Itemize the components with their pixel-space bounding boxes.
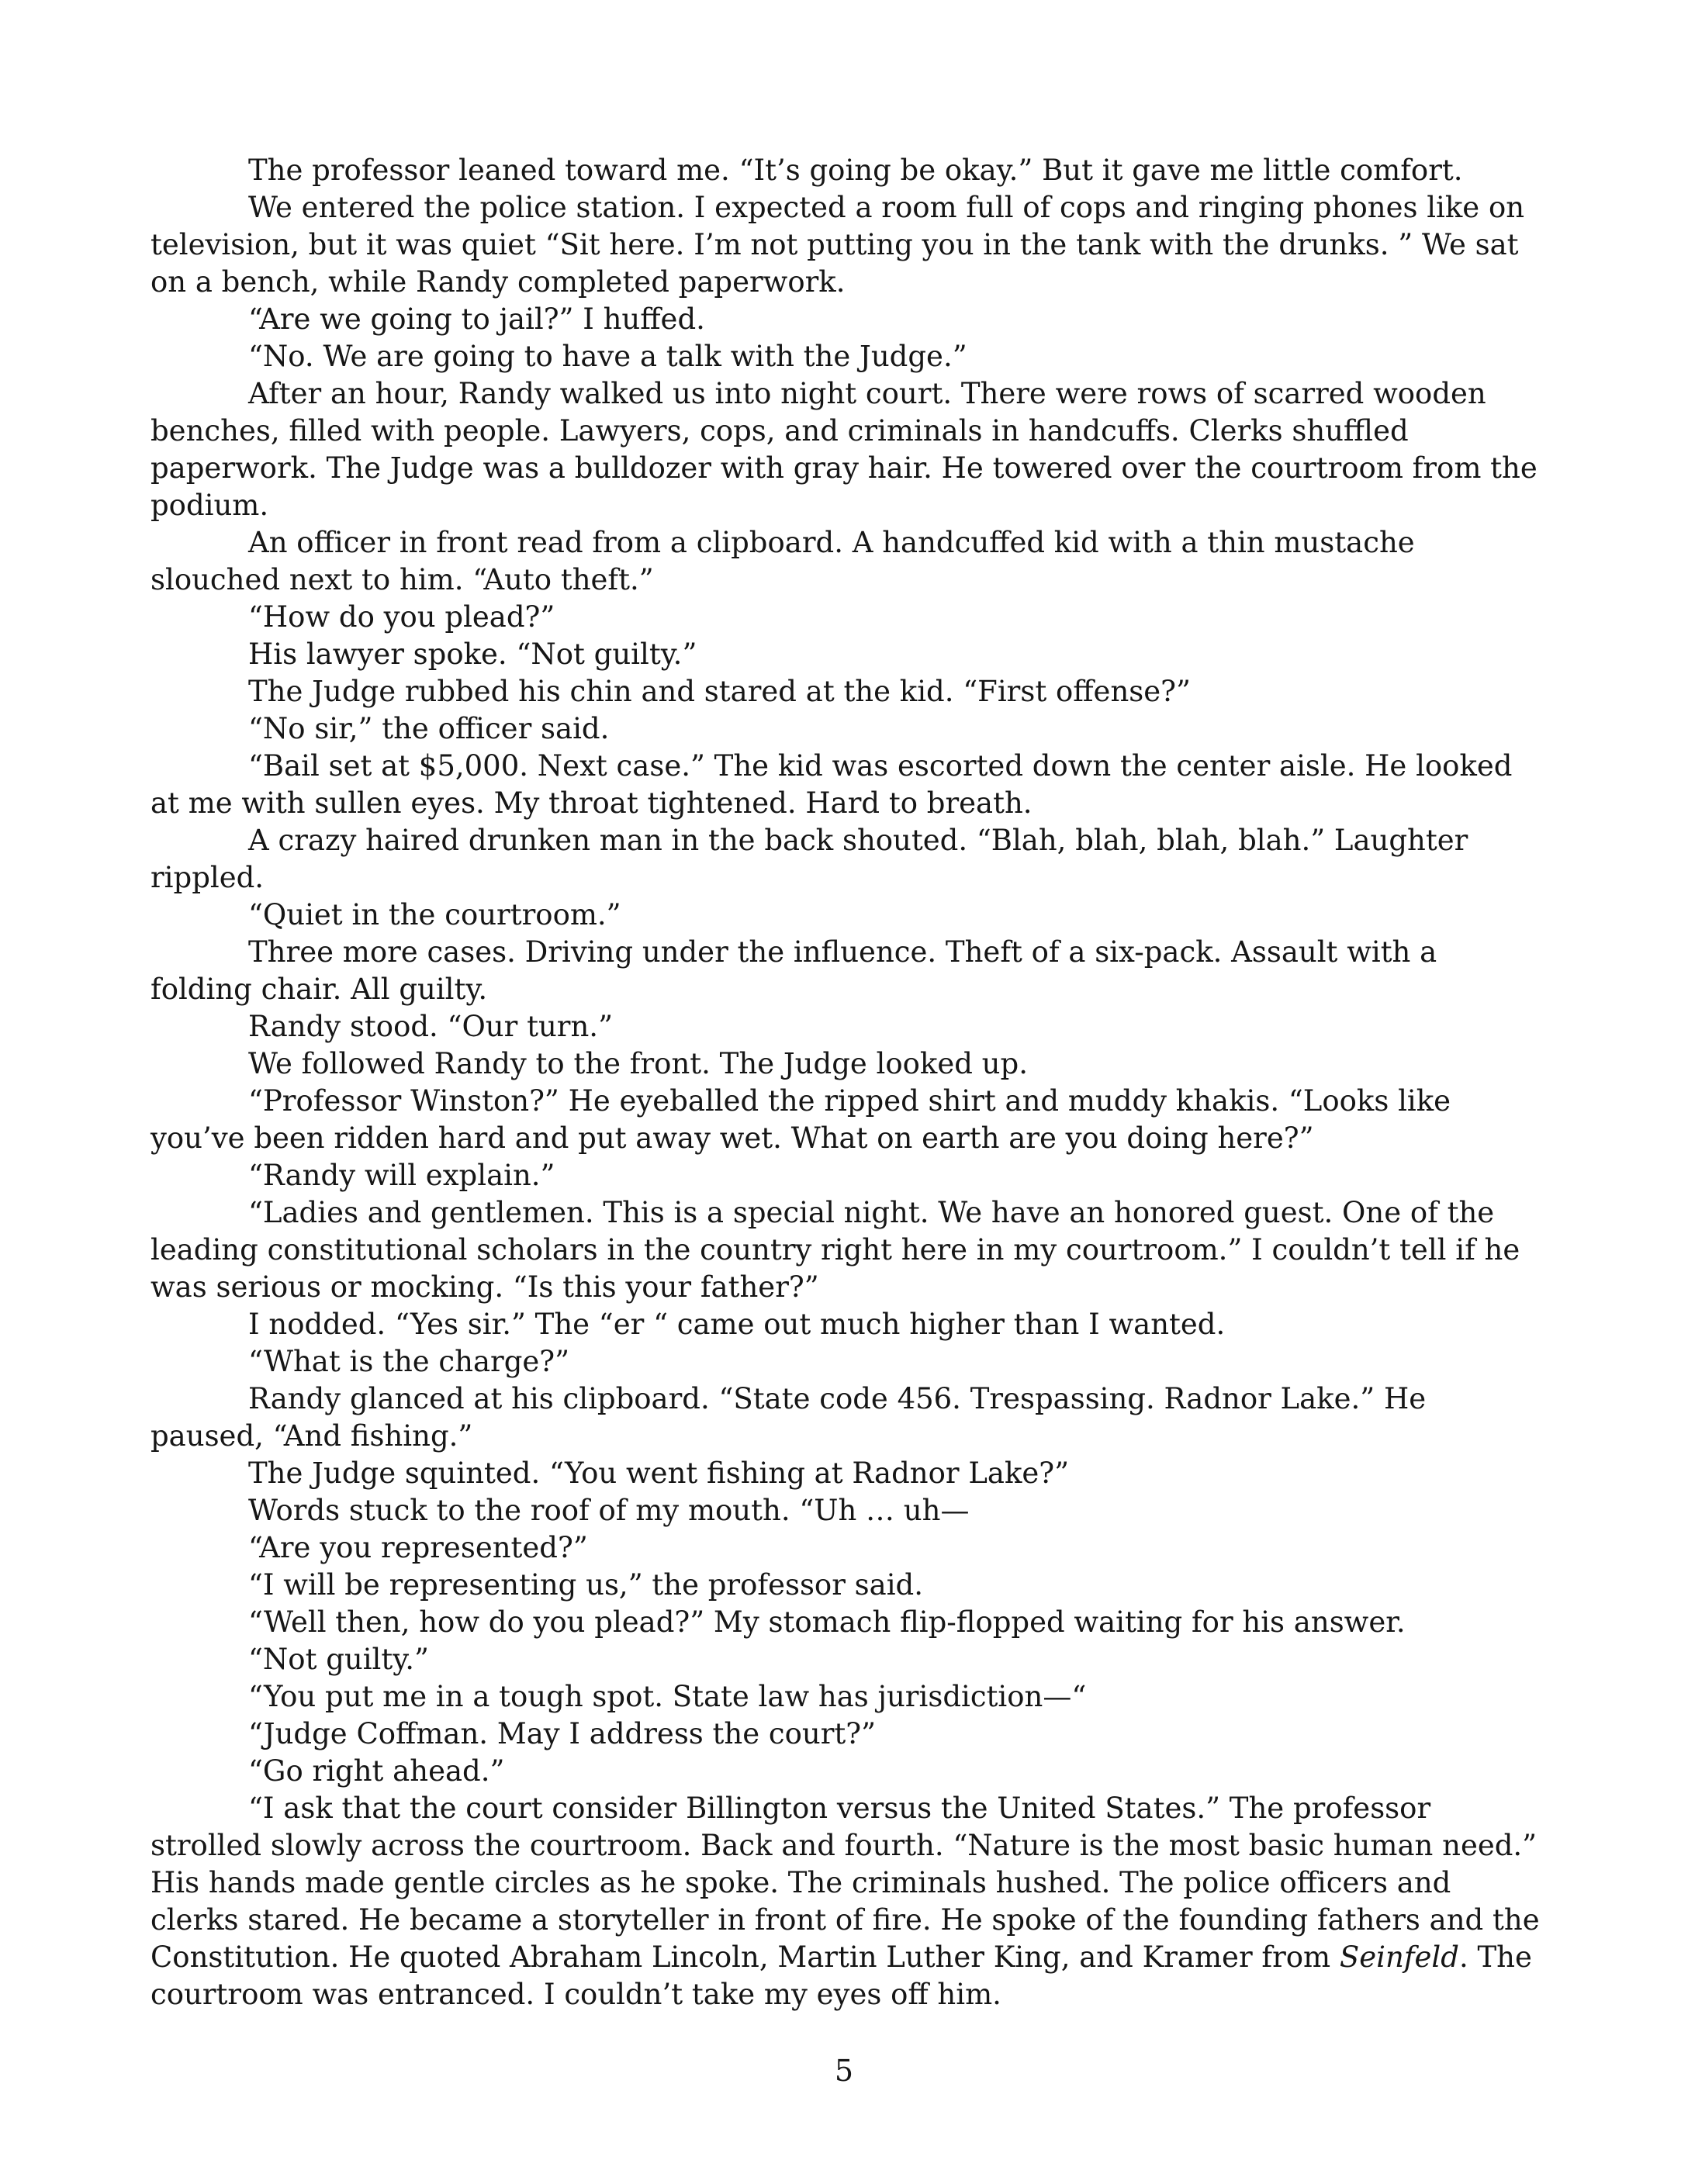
paragraph: The professor leaned toward me. “It’s going be okay.” But it gave me little comfort. (248, 154, 1463, 187)
paragraph: “You put me in a tough spot. State law has jurisdiction—“ (248, 1680, 1087, 1713)
paragraph: Three more cases. Driving under the influence. Theft of a six-pack. Assault with a folding chair. All guilty. (150, 935, 1437, 1006)
paragraph: “No sir,” the officer said. (248, 712, 610, 745)
paragraph: We followed Randy to the front. The Judge looked up. (248, 1047, 1028, 1080)
paragraph: “No. We are going to have a talk with the Judge.” (248, 340, 967, 373)
paragraph: “How do you plead?” (248, 600, 555, 634)
paragraph: His lawyer spoke. “Not guilty.” (248, 638, 697, 671)
paragraph: “Judge Coffman. May I address the court?” (248, 1717, 877, 1750)
paragraph: An officer in front read from a clipboard. A handcuffed kid with a thin mustache slouched next to him. “Auto theft.” (150, 526, 1415, 596)
paragraph: “Professor Winston?” He eyeballed the ripped shirt and muddy khakis. “Looks like you’ve been ridden hard and put away wet. What on earth are you doing here?” (150, 1084, 1451, 1155)
paragraph: “Not guilty.” (248, 1643, 429, 1676)
paragraph: “What is the charge?” (248, 1345, 570, 1378)
paragraph: “Are we going to jail?” I huffed. (248, 302, 705, 336)
paragraph: The Judge rubbed his chin and stared at the kid. “First offense?” (248, 675, 1191, 708)
paragraph: After an hour, Randy walked us into night court. There were rows of scarred wooden benches, filled with people. Lawyers, cops, and criminals in handcuffs. Clerks shuffled paperwork. The Judge was a bulldozer with gray hair. He towered over the courtroom from the podium. (150, 377, 1538, 522)
paragraph: “Go right ahead.” (248, 1754, 505, 1788)
paragraph: Words stuck to the roof of my mouth. “Uh … uh— (248, 1494, 970, 1527)
paragraph: “Well then, how do you plead?” My stomach flip-flopped waiting for his answer. (248, 1605, 1406, 1639)
page-number: 5 (834, 2054, 854, 2088)
paragraph: We entered the police station. I expected a room full of cops and ringing phones like on television, but it was quiet “Sit here. I’m not putting you in the tank with the drunks. ” We sat on a bench, while Randy completed paperwork. (150, 191, 1525, 299)
italic-title: Seinfeld (1339, 1940, 1459, 1974)
document-body (150, 152, 1547, 2013)
paragraph: “Bail set at $5,000. Next case.” The kid was escorted down the center aisle. He looked at me with sullen eyes. My throat tightened. Hard to breath. (150, 749, 1513, 820)
paragraph: A crazy haired drunken man in the back shouted. “Blah, blah, blah, blah.” Laughter rippled. (150, 824, 1468, 894)
paragraph-last-start: “I ask that the court consider Billington versus the United States.” The professor strolled slowly across the courtroom. Back and fourth. “Nature is the most basic human need.” His hands made gentle circles as he spoke. The criminals hushed. The police officers and clerks stared. He became a storyteller in front of fire. He spoke of the founding fathers and the Constitution. He quoted Abraham Lincoln, Martin Luther King, and Kramer from (150, 1792, 1540, 1974)
paragraph: I nodded. “Yes sir.” The “er “ came out much higher than I wanted. (248, 1308, 1226, 1341)
paragraph: “Quiet in the courtroom.” (248, 898, 621, 931)
paragraph-last (150, 1790, 1547, 2013)
paragraph: “I will be representing us,” the professor said. (248, 1568, 923, 1602)
paragraph: The Judge squinted. “You went fishing at Radnor Lake?” (248, 1457, 1070, 1490)
paragraph: Randy stood. “Our turn.” (248, 1010, 613, 1043)
paragraph: “Are you represented?” (248, 1531, 588, 1564)
paragraph: “Ladies and gentlemen. This is a special night. We have an honored guest. One of the leading constitutional scholars in the country right here in my courtroom.” I couldn’t tell if he was serious or mocking. “Is this your father?” (150, 1196, 1520, 1304)
paragraph: “Randy will explain.” (248, 1159, 555, 1192)
paragraph-last-end: . The courtroom was entranced. I couldn’t take my eyes off him. (150, 1940, 1532, 2011)
paragraph: Randy glanced at his clipboard. “State code 456. Trespassing. Radnor Lake.” He paused, “And fishing.” (150, 1382, 1427, 1453)
